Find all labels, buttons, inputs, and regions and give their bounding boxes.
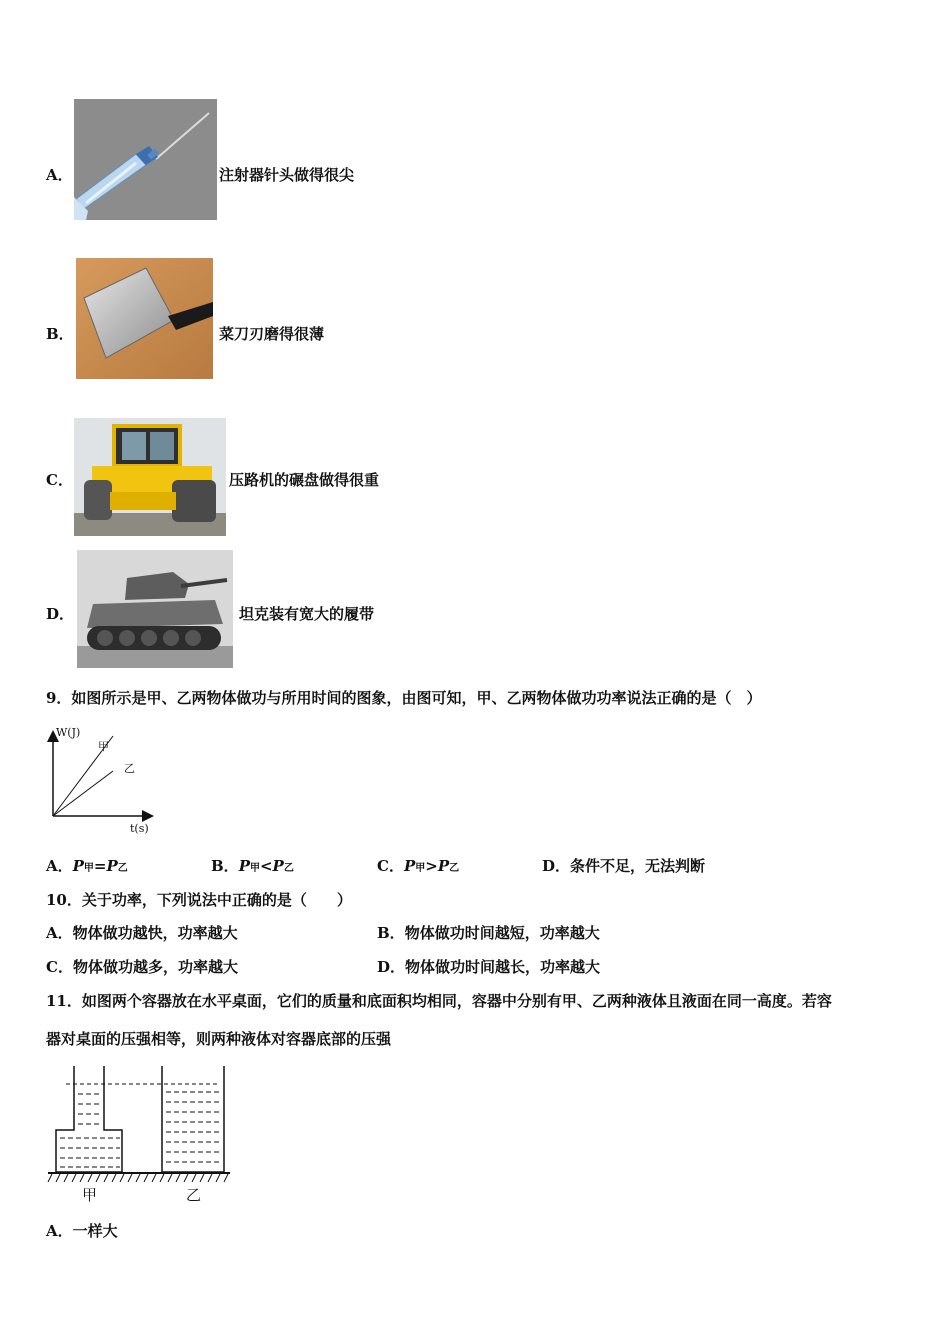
option-text: 一样大 <box>72 1222 118 1240</box>
label-jia: 甲 <box>82 1186 98 1204</box>
subscript: 甲 <box>249 863 260 874</box>
relation: = <box>93 857 107 875</box>
series-line-yi <box>53 771 113 816</box>
option-letter: D． <box>377 958 406 976</box>
q9-stem: 9．如图所示是甲、乙两物体做功与所用时间的图象，由图可知，甲、乙两物体做功功率说法正确的是（ ） <box>46 689 762 707</box>
x-axis-label: t(s) <box>130 822 149 835</box>
q8-option-c <box>46 469 73 490</box>
series-label-jia: 甲 <box>98 740 109 753</box>
q10-stem: 10．关于功率，下列说法中正确的是（ ） <box>46 891 352 909</box>
subscript: 乙 <box>117 863 128 874</box>
tank-photo <box>77 550 233 668</box>
option-letter: C． <box>377 857 404 875</box>
syringe-photo <box>74 99 217 220</box>
power-symbol: P <box>238 857 250 875</box>
q9-work-time-graph <box>40 724 160 840</box>
table-hatching <box>48 1174 228 1182</box>
q11-option-a <box>46 1220 118 1241</box>
label-yi: 乙 <box>186 1186 202 1204</box>
q8-option-a <box>46 164 73 185</box>
option-letter: C． <box>46 471 73 489</box>
container-yi <box>162 1066 224 1172</box>
power-symbol: P <box>403 857 416 875</box>
option-text: 物体做功越多，功率越大 <box>72 958 238 976</box>
option-letter: B． <box>211 857 239 875</box>
q9-option-a <box>46 855 128 876</box>
option-letter: B． <box>46 325 74 343</box>
relation: < <box>259 857 273 875</box>
q8-option-d-text: 坦克装有宽大的履带 <box>239 605 375 623</box>
subscript: 甲 <box>83 863 94 874</box>
q11-containers-diagram <box>46 1058 236 1208</box>
option-letter: C． <box>46 958 73 976</box>
cleaver-photo <box>76 258 213 379</box>
series-label-yi: 乙 <box>124 762 135 775</box>
q10-option-d <box>377 956 600 977</box>
subscript: 乙 <box>449 863 460 874</box>
q10-option-b <box>377 922 600 943</box>
power-symbol: P <box>72 857 84 875</box>
liquid-yi <box>166 1092 222 1162</box>
y-axis-label: W(J) <box>56 726 81 739</box>
option-letter: A． <box>46 1222 73 1240</box>
option-letter: D． <box>46 605 75 623</box>
q10-option-c <box>46 956 238 977</box>
subscript: 甲 <box>415 863 426 874</box>
subscript: 乙 <box>283 863 294 874</box>
q9-option-c <box>377 855 459 876</box>
power-symbol: P <box>437 857 450 875</box>
option-text: 物体做功越快，功率越大 <box>72 924 238 942</box>
option-letter: B． <box>377 924 405 942</box>
option-letter: D． <box>542 857 571 875</box>
q8-option-b <box>46 323 74 344</box>
q11-stem-line1: 11．如图两个容器放在水平桌面，它们的质量和底面积均相同，容器中分别有甲、乙两种液体且液面在同一高度。若容 <box>46 992 832 1010</box>
q9-option-d <box>542 855 705 876</box>
option-letter: A． <box>46 924 73 942</box>
road-roller-photo <box>74 418 226 536</box>
power-symbol: P <box>272 857 284 875</box>
relation: > <box>425 857 438 875</box>
q9-option-b <box>211 855 294 876</box>
option-text: 物体做功时间越短，功率越大 <box>404 924 600 942</box>
option-letter: A． <box>46 166 73 184</box>
option-text: 物体做功时间越长，功率越大 <box>405 958 601 976</box>
q8-option-c-text: 压路机的碾盘做得很重 <box>229 471 380 489</box>
container-jia <box>56 1066 122 1172</box>
q11-stem-line2: 器对桌面的压强相等，则两种液体对容器底部的压强 <box>46 1030 392 1048</box>
q8-option-a-text: 注射器针头做得很尖 <box>219 166 355 184</box>
power-symbol: P <box>106 857 118 875</box>
q8-option-d <box>46 603 74 624</box>
q8-option-b-text: 菜刀刃磨得很薄 <box>219 325 325 343</box>
option-letter: A． <box>46 857 73 875</box>
q10-option-a <box>46 922 238 943</box>
option-text: 条件不足，无法判断 <box>570 857 706 875</box>
